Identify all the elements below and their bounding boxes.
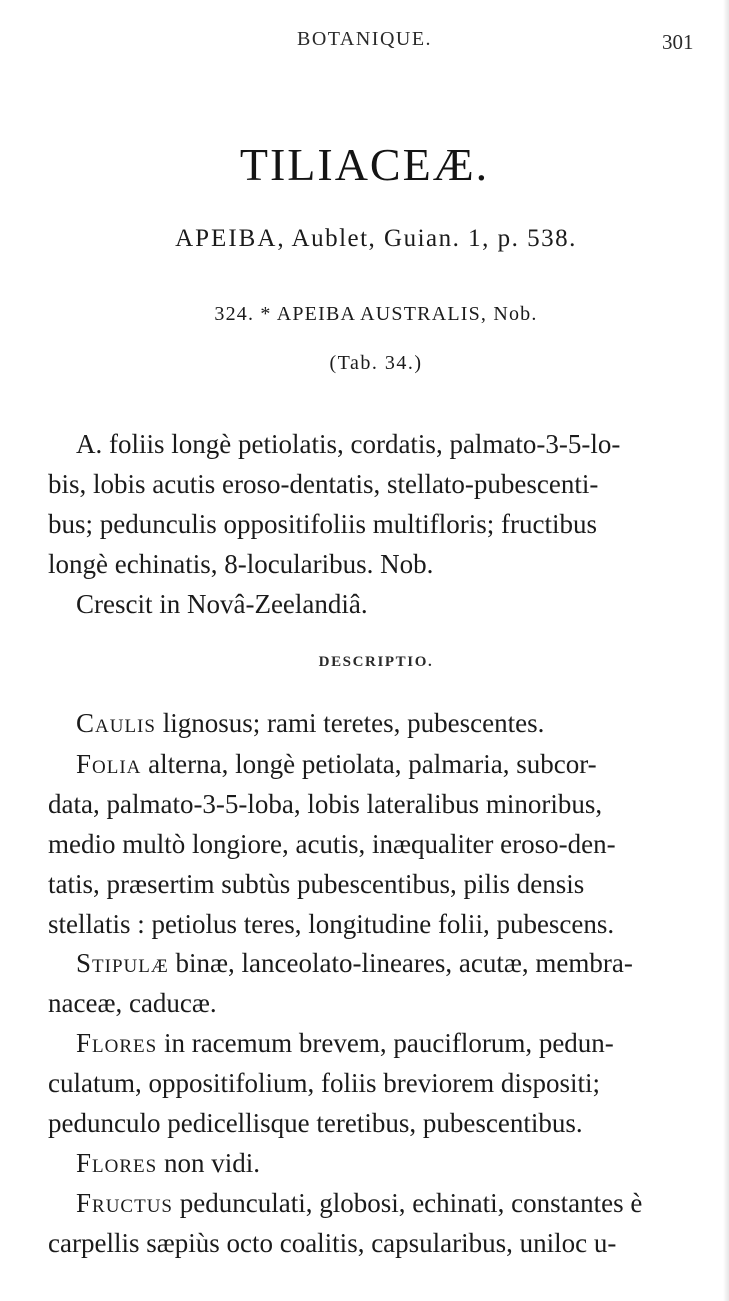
genus-name: APEIBA: [175, 225, 278, 252]
diagnosis-line: longè echinatis, 8-locularibus. Nob.: [48, 549, 434, 579]
caulis-term: Caulis: [76, 708, 156, 738]
genus-heading: [0, 225, 729, 253]
folia-line: tatis, præsertim subtùs pubescentibus, pilis densis: [48, 869, 585, 899]
folia-line: data, palmato-3-5-loba, lobis lateralibus minoribus,: [48, 789, 603, 819]
flores-line: culatum, oppositifolium, foliis breviorem dispositi;: [48, 1068, 600, 1098]
stipulae-term: Stipulæ: [76, 948, 169, 978]
diagnosis-line: bus; pedunculis oppositifoliis multifloris; fructibus: [48, 509, 597, 539]
folia-term: Folia: [76, 749, 142, 779]
diagnosis-paragraph: [48, 424, 620, 584]
stipulae-line: Stipulæ binæ, lanceolato-lineares, acutæ, membra-: [76, 948, 633, 978]
caulis-line: Caulis lignosus; rami teretes, pubescentes.: [76, 708, 545, 738]
fructus-line: carpellis sæpiùs octo coalitis, capsularibus, uniloc u-: [48, 1228, 617, 1258]
caulis-paragraph: [48, 703, 544, 743]
folia-line: medio multò longiore, acutis, inæqualiter eroso-den-: [48, 829, 616, 859]
flores-line: pedunculo pedicellisque teretibus, pubescentibus.: [48, 1108, 583, 1138]
diagnosis-line: A. foliis longè petiolatis, cordatis, palmato-3-5-lo-: [76, 429, 621, 459]
diagnosis-line: bis, lobis acutis eroso-dentatis, stellato-pubescenti-: [48, 469, 599, 499]
folia-line: Folia alterna, longè petiolata, palmaria, subcor-: [76, 749, 597, 779]
flores-note-paragraph: [48, 1143, 260, 1183]
flores-note-term: Flores: [76, 1148, 158, 1178]
running-head: BOTANIQUE.: [297, 28, 433, 50]
habitat-text: Crescit in Novâ-Zeelandiâ.: [76, 589, 368, 619]
flores-term: Flores: [76, 1028, 158, 1058]
flores-paragraph: [48, 1023, 614, 1143]
stipulae-line: naceæ, caducæ.: [48, 988, 217, 1018]
folia-line: stellatis : petiolus teres, longitudine folii, pubescens.: [48, 909, 615, 939]
family-title: TILIACEÆ.: [239, 139, 490, 190]
genus-citation: , Aublet, Guian. 1, p. 538.: [277, 225, 577, 252]
flores-note-line: Flores non vidi.: [76, 1148, 260, 1178]
page-edge-shadow: [723, 0, 729, 1301]
fructus-paragraph: [48, 1183, 642, 1263]
fructus-line: Fructus pedunculati, globosi, echinati, constantes è: [76, 1188, 643, 1218]
description-heading: DESCRIPTIO.: [318, 654, 434, 670]
fructus-term: Fructus: [76, 1188, 173, 1218]
habitat-paragraph: [48, 584, 368, 624]
plate-reference: (Tab. 34.): [329, 352, 423, 374]
species-heading: 324. * APEIBA AUSTRALIS, Nob.: [214, 303, 538, 325]
page-number: 301: [662, 30, 694, 54]
flores-line: Flores in racemum brevem, pauciflorum, pedun-: [76, 1028, 614, 1058]
folia-paragraph: [48, 744, 616, 944]
stipulae-paragraph: [48, 943, 633, 1023]
